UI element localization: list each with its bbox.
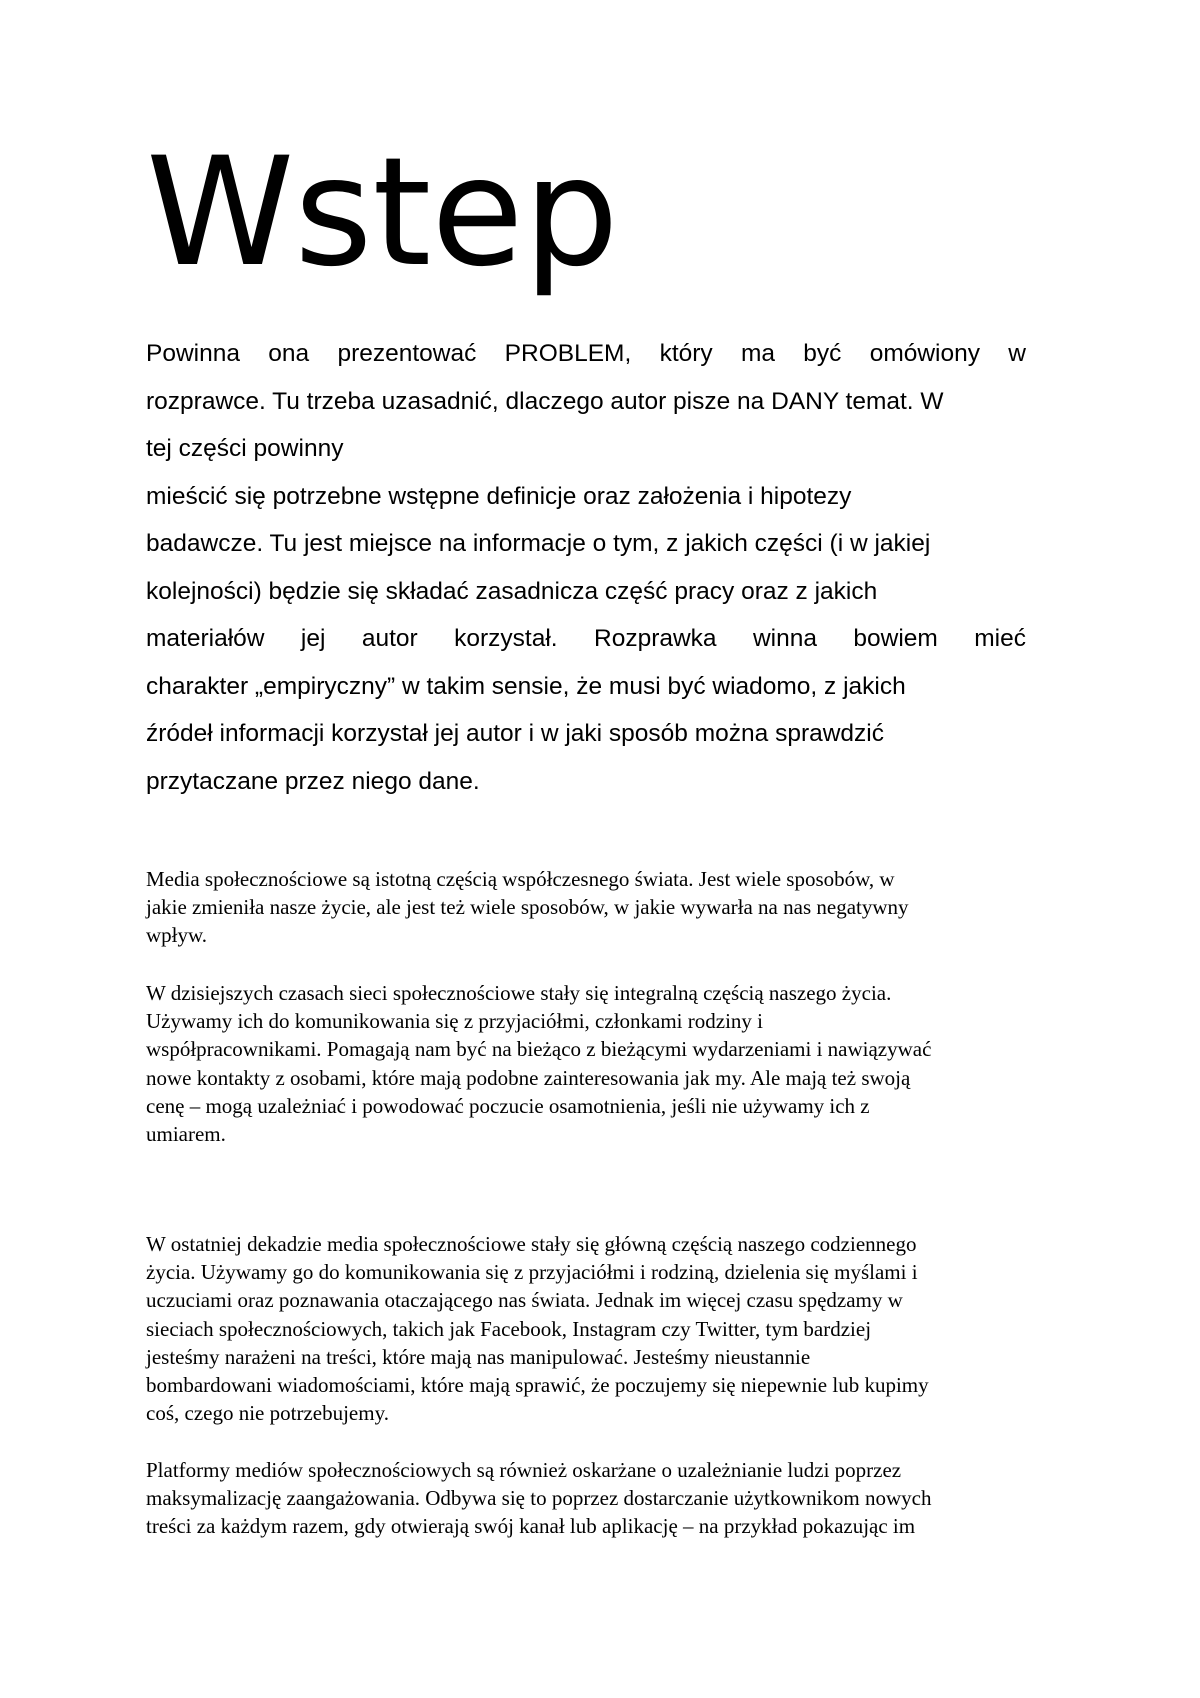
paragraph-line: nowe kontakty z osobami, które mają podobne zainteresowania jak my. Ale mają też swoją (146, 1065, 911, 1090)
intro-line: kolejności) będzie się składać zasadnicza część pracy oraz z jakich (146, 577, 878, 605)
body-paragraph (146, 1230, 1066, 1427)
paragraph-line: życia. Używamy go do komunikowania się z przyjaciółmi i rodziną, dzielenia się myślami i (146, 1260, 918, 1285)
paragraph-line: cenę – mogą uzależniać i powodować poczucie osamotnienia, jeśli nie używamy ich z (146, 1093, 870, 1118)
paragraph-line: Media społecznościowe są istotną częścią współczesnego świata. Jest wiele sposobów, w (146, 867, 895, 891)
paragraph-line: Platformy mediów społecznościowych są również oskarżane o uzależnianie ludzi poprzez (146, 1458, 902, 1482)
intro-line: materiałów jej autor korzystał. Rozprawka winna bowiem mieć (146, 625, 1026, 652)
paragraph-line: W ostatniej dekadzie media społecznościowe stały się główną częścią naszego codziennego (146, 1232, 917, 1256)
paragraph-line: wpływ. (146, 923, 208, 948)
intro-line: przytaczane przez niego dane. (146, 767, 480, 795)
paragraph-line: bombardowani wiadomościami, które mają sprawić, że poczujemy się niepewnie lub kupimy (146, 1373, 929, 1398)
body-paragraph (146, 865, 1066, 950)
intro-paragraph (146, 330, 1026, 805)
paragraph-line: jakie zmieniła nasze życie, ale jest też wiele sposobów, w jakie wywarła na nas negatywny (146, 895, 909, 920)
paragraph-line: maksymalizację zaangażowania. Odbywa się to poprzez dostarczanie użytkownikom nowych (146, 1486, 932, 1511)
paragraph-line: coś, czego nie potrzebujemy. (146, 1401, 389, 1426)
intro-line: mieścić się potrzebne wstępne definicje oraz założenia i hipotezy (146, 482, 852, 510)
paragraph-line: jesteśmy narażeni na treści, które mają nas manipulować. Jesteśmy nieustannie (146, 1344, 811, 1369)
intro-line: źródeł informacji korzystał jej autor i w jaki sposób można sprawdzić (146, 720, 885, 747)
body-paragraph (146, 979, 1066, 1148)
paragraph-line: współpracownikami. Pomagają nam być na bieżąco z bieżącymi wydarzeniami i nawiązywać (146, 1037, 932, 1062)
paragraph-line: W dzisiejszych czasach sieci społecznościowe stały się integralną częścią naszego życia. (146, 981, 892, 1005)
body-paragraph (146, 1456, 1066, 1541)
paragraph-line: uczuciami oraz poznawania otaczającego nas świata. Jednak im więcej czasu spędzamy w (146, 1288, 903, 1313)
intro-line: Powinna ona prezentować PROBLEM, który ma być omówiony w (146, 340, 1026, 367)
page-title: Wstep (146, 126, 619, 300)
intro-line: tej części powinny (146, 435, 344, 462)
paragraph-line: treści za każdym razem, gdy otwierają swój kanał lub aplikację – na przykład pokazując im (146, 1514, 916, 1539)
paragraph-line: umiarem. (146, 1122, 226, 1147)
intro-line: charakter „empiryczny” w takim sensie, że musi być wiadomo, z jakich (146, 672, 906, 700)
paragraph-line: Używamy ich do komunikowania się z przyjaciółmi, członkami rodziny i (146, 1009, 763, 1034)
intro-line: rozprawce. Tu trzeba uzasadnić, dlaczego autor pisze na DANY temat. W (146, 387, 944, 415)
paragraph-line: sieciach społecznościowych, takich jak Facebook, Instagram czy Twitter, tym bardziej (146, 1316, 872, 1341)
intro-line: badawcze. Tu jest miejsce na informacje o tym, z jakich części (i w jakiej (146, 530, 931, 557)
